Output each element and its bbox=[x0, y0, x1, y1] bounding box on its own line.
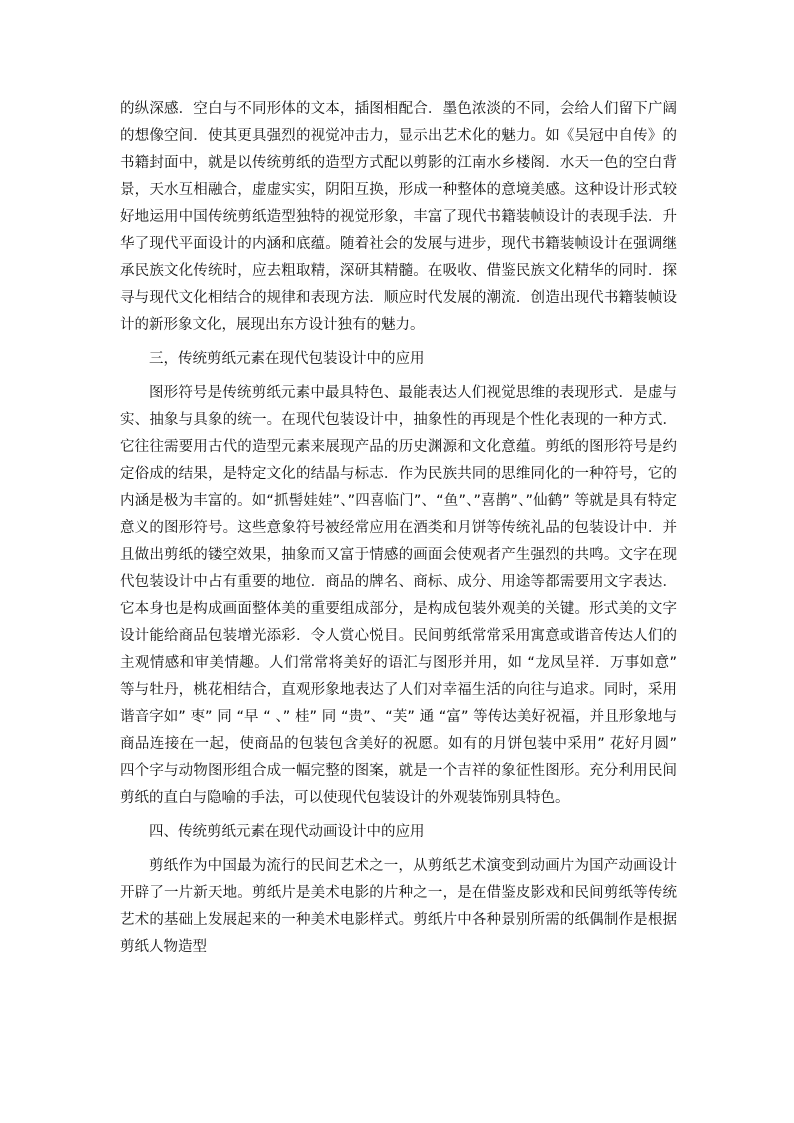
body-paragraph-1: 的纵深感．空白与不同形体的文本，插图相配合．墨色浓淡的不同，会给人们留下广阔的想像空间．使其更具强烈的视觉冲击力，显示出艺术化的魅力。如《吴冠中自传》的书籍封面中，就是以传统剪纸的造型方式配以剪影的江南水乡楼阁．水天一色的空白背景，天水互相融合，虚虚实实，阴阳互换，形成一种整体的意境美感。这种设计形式较好地运用中国传统剪纸造型独特的视觉形象，丰富了现代书籍装帧设计的表现手法．升华了现代平面设计的内涵和底蕴。随着社会的发展与进步，现代书籍装帧设计在强调继承民族文化传统时，应去粗取精，深研其精髓。在吸收、借鉴民族文化精华的同时．探寻与现代文化相结合的规律和表现方法．顺应时代发展的潮流．创造出现代书籍装帧设计的新形象文化，展现出东方设计独有的魅力。 bbox=[120, 101, 677, 333]
body-paragraph-3: 剪纸作为中国最为流行的民间艺术之一，从剪纸艺术演变到动画片为国产动画设计开辟了一片新天地。剪纸片是美术电影的片种之一，是在借鉴皮影戏和民间剪纸等传统艺术的基础上发展起来的一种美术电影样式。剪纸片中各种景别所需的纸偶制作是根据剪纸人物造型 bbox=[120, 858, 677, 955]
body-paragraph-2: 图形符号是传统剪纸元素中最具特色、最能表达人们视觉思维的表现形式．是虚与实、抽象与具象的统一。在现代包装设计中，抽象性的再现是个性化表现的一种方式．它往往需要用古代的造型元素来展现产品的历史渊源和文化意蕴。剪纸的图形符号是约定俗成的结果，是特定文化的结晶与标志．作为民族共同的思维同化的一种符号，它的内涵是极为丰富的。如“抓髻娃娃”、”四喜临门”、“鱼”、”喜鹊”、”仙鹤” 等就是具有特定意义的图形符号。这些意象符号被经常应用在酒类和月饼等传统礼品的包装设计中．并且做出剪纸的镂空效果，抽象而又富于情感的画面会使观者产生强烈的共鸣。文字在现代包装设计中占有重要的地位．商品的牌名、商标、成分、用途等都需要用文字表达．它本身也是构成画面整体美的重要组成部分，是构成包装外观美的关键。形式美的文字设计能给商品包装增光添彩．令人赏心悦目。民间剪纸常常采用寓意或谐音传达人们的主观情感和审美情趣。人们常常将美好的语汇与图形并用，如 “龙凤呈祥．万事如意” 等与牡丹，桃花相结合，直观形象地表达了人们对幸福生活的向往与追求。同时，采用谐音字如” 枣” 同 “早 “ 、” 桂” 同 “贵”、“芙” 通 “富” 等传达美好祝福，并且形象地与商品连接在一起，使商品的包装包含美好的祝愿。如有的月饼包装中采用” 花好月圆” 四个字与动物图形组合成一幅完整的图案，就是一个吉祥的象征性图形。充分利用民间剪纸的直白与隐喻的手法，可以使现代包装设计的外观装饰别具特色。 bbox=[120, 385, 677, 806]
section-heading-4: 四、传统剪纸元素在现代动画设计中的应用 bbox=[149, 824, 425, 840]
document-page bbox=[120, 96, 677, 961]
section-heading-3: 三，传统剪纸元素在现代包装设计中的应用 bbox=[149, 351, 425, 367]
